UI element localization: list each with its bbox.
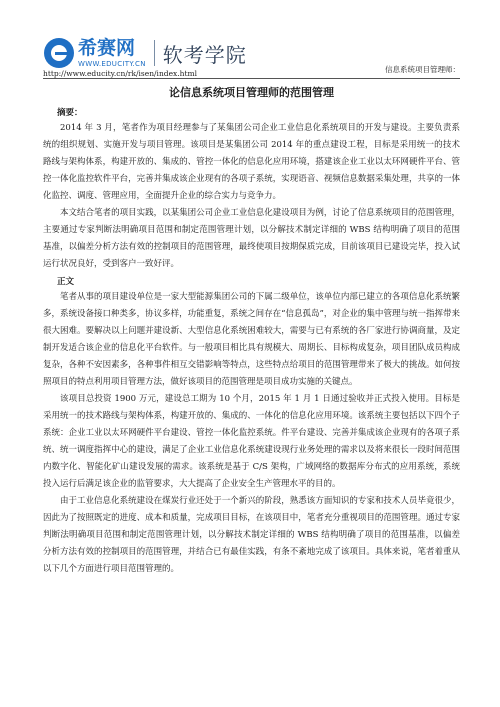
body-paragraph: 由于工业信息化系统建设在煤炭行业还处于一个新兴的阶段，熟悉该方面知识的专家和技术人员毕竟很少，因此为了按照既定的进度、成本和质量，完成项目目标，在该项目中，笔者充分重视项目的范围管理。通过专家判断法明确项目范围和制定范围管理计划，以分解技术制定详细的 WBS 结构明确了项目的范围基准，以偏差分析方法有效的控制项目的范围管理，并结合已有最佳实践，有条不紊地完成了该项目。具体来说，笔者着重从以下几个方面进行项目范围管理的。 — [43, 496, 460, 574]
document-title: 论信息系统项目管理师的范围管理 — [169, 86, 334, 99]
educity-logo-icon — [44, 38, 74, 68]
header-divider — [43, 78, 460, 79]
body-paragraph: 该项目总投资 1900 万元，建设总工期为 10 个月，2015 年 1 月 1 日通过验收并正式投入使用。目标是采用统一的技术路线与架构体系，构建开放的、集成的、一体化的信息化应用环境。该系统主要包括以下四个子系统：企业工业以太环网硬件平台建设、管控一体化监控系统。件平台建设、完善并集成该企业现有的各项子系统、统一调度指挥中心的建设，满足了企业工业信息化系统建设现行业务处理的需求以及将来很长一段时间范围内数字化、智能化矿山建设发展的需求。该系统是基于 C/S 架构，广域网络的数据库分布式的应用系统，系统投入运行后满足该企业的监管要求，大大提高了企业安全生产管理水平的目的。 — [43, 394, 460, 489]
logo-divider — [154, 40, 155, 66]
logo-subtitle: 软考学院 — [162, 42, 247, 67]
document-body — [43, 84, 460, 578]
logo-text: 希赛网 — [78, 36, 136, 59]
logo-domain: WWW.EDUCITY.CN — [78, 59, 146, 68]
body-heading: 正文 — [57, 277, 75, 287]
logo-text-block — [78, 36, 146, 68]
header-category: 信息系统项目管理师： — [385, 65, 460, 74]
abstract-heading: 摘要： — [57, 108, 83, 118]
body-paragraph: 笔者从事的项目建设单位是一家大型能源集团公司的下属二级单位，该单位内部已建立的各项信息化系统繁多，系统设备接口种类多，协议多样，功能重复，系统之间存在“信息孤岛”，对企业的集中管理与统一指挥带来很大困难。要解决以上问题并建设新、大型信息化系统困难较大，需要与已有系统的各厂家进行协调商量，及定制开发适合该企业的信息化平台软件。与一般项目相比具有规模大、周期长、目标构成复杂，项目团队成员构成复杂，各种不安因素多，各种事件相互交错影响等特点，这些特点给项目的范围管理带来了极大的挑战。如何按照项目的特点利用项目管理方法，做好该项目的范围管理是项目成功实施的关键点。 — [43, 292, 460, 387]
educity-logo[interactable] — [44, 36, 247, 70]
header-url-link[interactable]: http://www.educity.cn/rk/isen/index.html — [43, 69, 197, 78]
abstract-paragraph: 2014 年 3 月，笔者作为项目经理参与了某集团公司企业工业信息化系统项目的开发与建设。主要负责系统的组织规划、实施开发与项目管理。该项目是某集团公司 2014 年的重点建设工程，目标是采用统一的技术路线与架构体系，构建开放的、集成的、管控一体化的信息化应用环境，搭建该企业工业以太环网硬件平台、管控一体化监控软件平台，完善并集成该企业现有的各项子系统，实现语音、视频信息数据采集处理，共享的一体化监控、调度、管理应用，全面提升企业的综合实力与竞争力。 — [43, 123, 460, 201]
abstract-paragraph: 本文结合笔者的项目实践，以某集团公司企业工业信息化建设项目为例，讨论了信息系统项目的范围管理，主要通过专家判断法明确项目范围和制定范围管理计划，以分解技术制定详细的 WBS 结构明确了项目的范围基准，以偏差分析方法有效的控制项目的范围管理，最终使项目按期保质完成，目前该项目已建设完毕，投入试运行状况良好，受到客户一致好评。 — [43, 208, 460, 269]
page-header — [0, 0, 500, 80]
